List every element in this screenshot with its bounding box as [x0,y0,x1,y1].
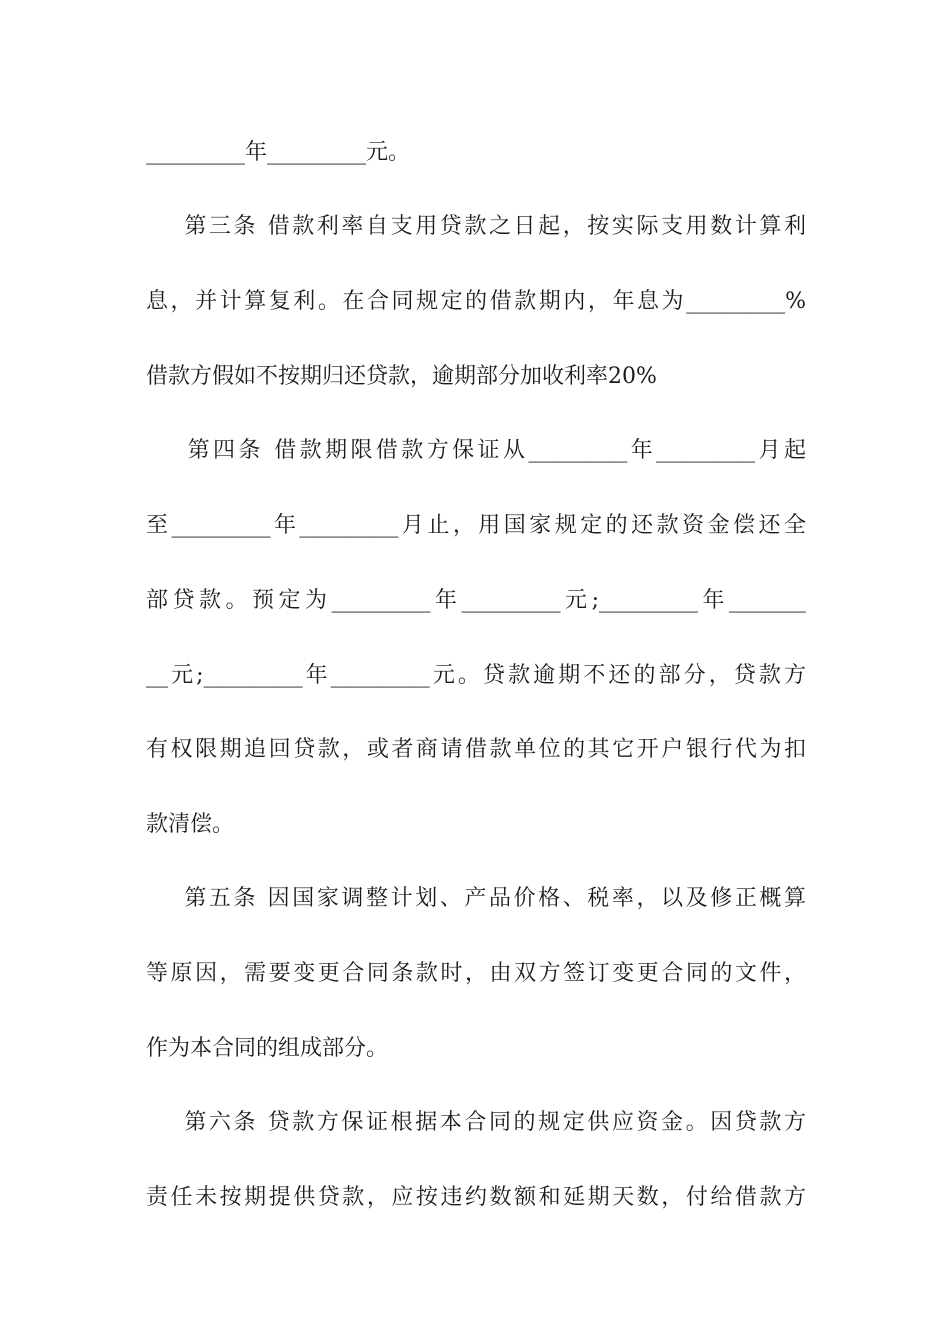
text-line: 第五条 因国家调整计划、产品价格、税率，以及修正概算 [146,886,806,911]
text-line: 借款方假如不按期归还贷款，逾期部分加收利率20% [146,364,657,389]
text-line: 第六条 贷款方保证根据本合同的规定供应资金。因贷款方 [146,1110,806,1135]
text-line: 第四条 借款期限借款方保证从_________年_________月起 [146,438,806,463]
text-line: 等原因，需要变更合同条款时，由双方签订变更合同的文件， [146,961,806,986]
text-line: 作为本合同的组成部分。 [146,1036,389,1061]
text-line: 款清偿。 [146,812,235,837]
text-line: _________年_________元。 [146,140,411,165]
text-line: 息，并计算复利。在合同规定的借款期内，年息为_________% [146,289,806,314]
text-line: 至_________年_________月止，用国家规定的还款资金偿还全 [146,513,806,538]
text-line: __元;_________年_________元。贷款逾期不还的部分，贷款方 [146,663,806,688]
text-line: 有权限期追回贷款，或者商请借款单位的其它开户银行代为扣 [146,737,806,762]
text-line: 责任未按期提供贷款，应按违约数额和延期天数，付给借款方 [146,1185,806,1210]
text-line: 部贷款。预定为_________年_________元;_________年_______ [146,588,806,613]
text-line: 第三条 借款利率自支用贷款之日起，按实际支用数计算利 [146,214,806,239]
